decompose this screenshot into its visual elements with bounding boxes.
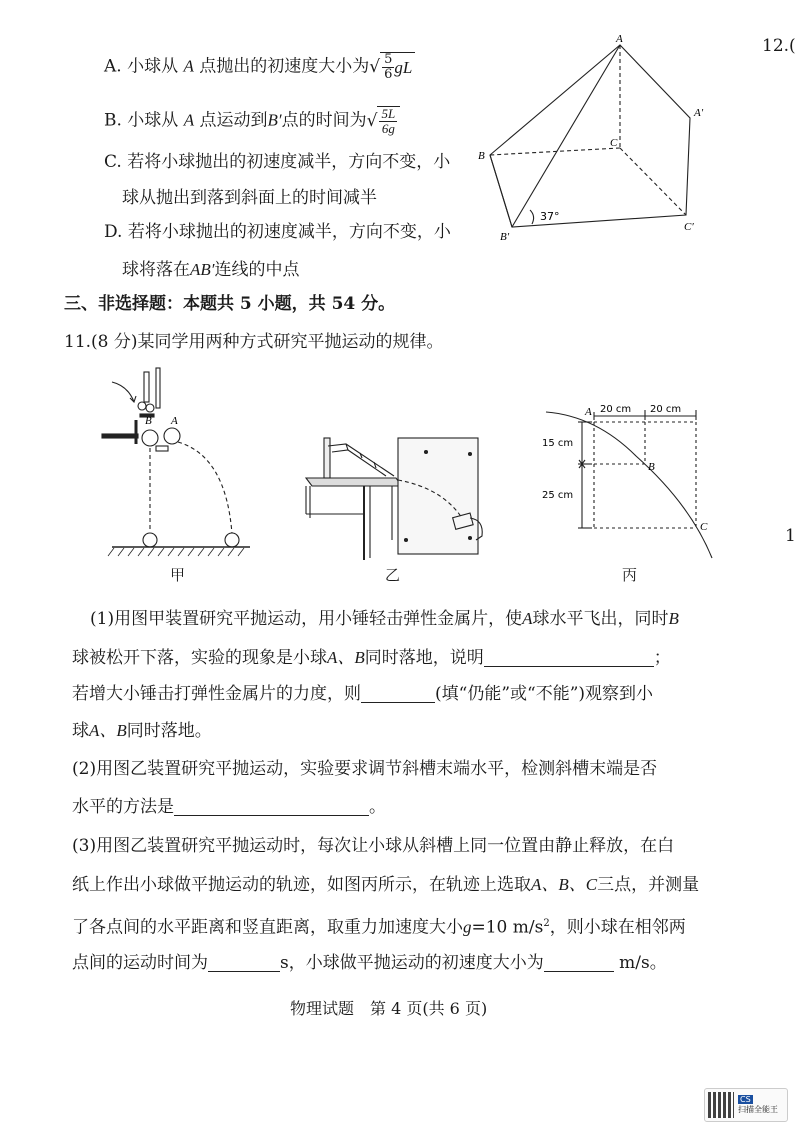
jia-label-b: B bbox=[145, 415, 152, 427]
answer-blank-5[interactable] bbox=[544, 953, 614, 972]
bing-dx1: 20 cm bbox=[600, 404, 632, 415]
bing-dx2: 20 cm bbox=[650, 404, 682, 415]
figure-yi bbox=[300, 428, 500, 568]
prism-label-c: C bbox=[610, 137, 618, 149]
page-footer: 物理试题 第 4 页(共 6 页) bbox=[290, 999, 488, 1018]
figure-bing bbox=[540, 400, 720, 565]
white-board bbox=[398, 438, 478, 554]
ball-b bbox=[142, 430, 158, 446]
q11-part2-line2: 水平的方法是 。 bbox=[72, 797, 386, 817]
ball-a-path bbox=[178, 442, 232, 534]
prism-edge-bb2 bbox=[490, 155, 512, 227]
base-arm bbox=[102, 434, 138, 438]
q11-part3-line2: 纸上作出小球做平抛运动的轨迹，如图丙所示，在轨迹上选取A、B、C三点，并测量 bbox=[72, 875, 700, 895]
prism-label-c2: C′ bbox=[684, 221, 694, 233]
answer-blank-4[interactable] bbox=[208, 953, 280, 972]
stamp-badge: CS bbox=[740, 1095, 751, 1104]
q11-part2-line1: (2)用图乙装置研究平抛运动，实验要求调节斜槽末端水平，检测斜槽末端是否 bbox=[72, 759, 658, 779]
q11-part1-line4: 球A、B同时落地。 bbox=[72, 721, 212, 741]
answer-blank-2[interactable] bbox=[361, 684, 435, 703]
figure-jia bbox=[100, 362, 260, 562]
choice-d-line1: D. 若将小球抛出的初速度减半，方向不变，小 bbox=[104, 222, 451, 242]
prism-label-b2: B′ bbox=[500, 231, 510, 243]
choice-c-line1: C. 若将小球抛出的初速度减半，方向不变，小 bbox=[104, 152, 451, 172]
angle-arc bbox=[530, 210, 534, 224]
trajectory-curve bbox=[546, 412, 712, 558]
angle-label: 37° bbox=[540, 210, 560, 223]
ball-a bbox=[164, 428, 180, 444]
jia-label-a: A bbox=[171, 415, 178, 427]
chute bbox=[328, 444, 394, 476]
choice-b: B. 小球从 A 点运动到B′点的时间为 √ $\frac{5L}{6g}$ bbox=[104, 106, 400, 136]
table-top bbox=[306, 478, 402, 486]
edge-label-fragment: 1 bbox=[785, 526, 796, 546]
metal-plate bbox=[156, 368, 160, 408]
bing-label-a: A bbox=[585, 406, 592, 418]
prism-label-b: B bbox=[478, 150, 485, 162]
prism-outline bbox=[490, 45, 690, 227]
prism-edge-cc2 bbox=[620, 148, 686, 215]
answer-blank-3[interactable] bbox=[174, 797, 369, 816]
q11-part3-line3: 了各点间的水平距离和竖直距离，取重力加速度大小g=10 $m/s^2$，则小球在相邻两 bbox=[72, 917, 686, 938]
bing-dy1: 15 cm bbox=[542, 438, 574, 449]
edge-label-question-12: 12.( bbox=[762, 36, 796, 56]
answer-blank-1[interactable] bbox=[484, 648, 654, 667]
bing-label-c: C bbox=[700, 521, 708, 533]
figure-jia-caption: 甲 bbox=[170, 566, 186, 584]
choice-a: A. 小球从 A 点抛出的初速度大小为 √ $\frac{5}{6}$ gL bbox=[104, 52, 415, 82]
section-heading: 三、非选择题：本题共 5 小题，共 54 分。 bbox=[64, 294, 396, 314]
prism-label-a: A bbox=[616, 33, 623, 45]
q11-part3-line4: 点间的运动时间为 s，小球做平抛运动的初速度大小为 m/s。 bbox=[72, 953, 667, 973]
figure-bing-caption: 丙 bbox=[622, 566, 638, 584]
choice-c-line2: 球从抛出到落到斜面上的时间减半 bbox=[122, 188, 377, 208]
qr-code-icon bbox=[708, 1092, 734, 1118]
scanner-stamp bbox=[704, 1088, 788, 1122]
bing-label-b: B bbox=[648, 461, 655, 473]
bing-dy2: 25 cm bbox=[542, 490, 574, 501]
stamp-text: 扫描全能王 bbox=[738, 1105, 778, 1114]
prism-label-a2: A′ bbox=[694, 107, 704, 119]
figure-yi-caption: 乙 bbox=[385, 566, 401, 584]
choice-d-line2: 球将落在AB′连线的中点 bbox=[122, 260, 300, 280]
q11-part3-line1: (3)用图乙装置研究平抛运动时，每次让小球从斜槽上同一位置由静止释放，在白 bbox=[72, 836, 675, 856]
question-11-title: 11.(8 分)某同学用两种方式研究平抛运动的规律。 bbox=[64, 332, 444, 352]
prism-edge-ab2 bbox=[512, 45, 620, 227]
stand bbox=[324, 438, 330, 478]
prism-figure bbox=[470, 30, 730, 245]
q11-part1-line2: 球被松开下落，实验的现象是小球A、B同时落地，说明 ； bbox=[72, 648, 671, 668]
q11-part1-line3: 若增大小锤击打弹性金属片的力度，则 (填“仍能”或“不能”)观察到小 bbox=[72, 684, 654, 704]
q11-part1-line1: (1)用图甲装置研究平抛运动，用小锤轻击弹性金属片，使A球水平飞出，同时B bbox=[90, 609, 679, 629]
hammer-handle bbox=[144, 372, 149, 402]
